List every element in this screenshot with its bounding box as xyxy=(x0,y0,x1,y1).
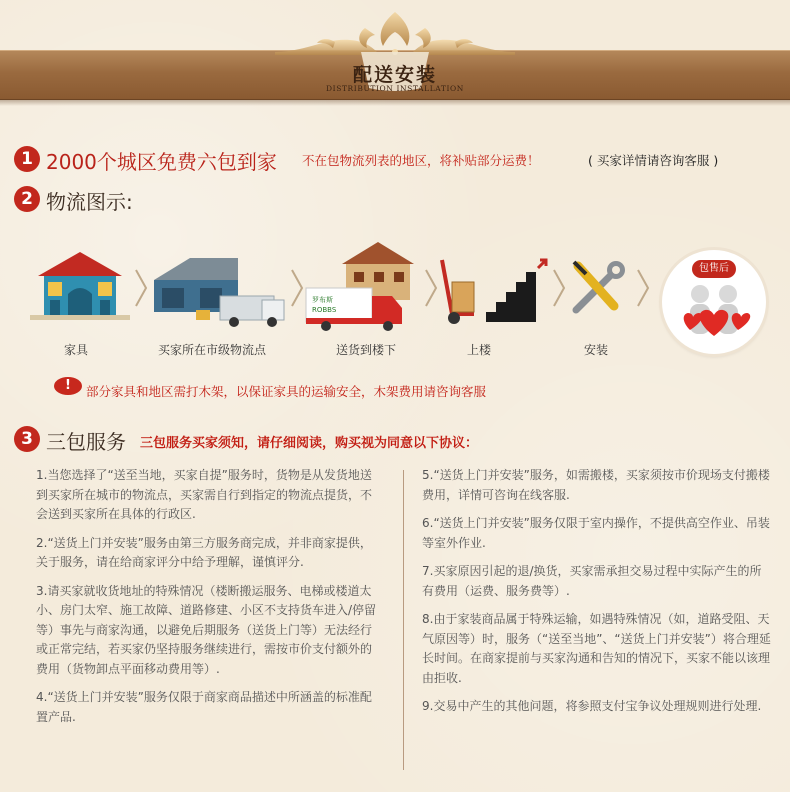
section2-number: 2 xyxy=(14,186,40,212)
terms-right-column xyxy=(422,466,772,726)
term-item: 9.交易中产生的其他问题，将参照支付宝争议处理规则进行处理. xyxy=(422,699,762,713)
page-title: 配送安装 xyxy=(352,64,437,86)
section1-note: 不在包物流列表的地区，将补贴部分运费！ xyxy=(302,153,540,168)
term-item: 7.买家原因引起的退/换货，买家需承担交易过程中实际产生的所有费用（运费、服务费等）. xyxy=(422,564,762,598)
terms-left-column xyxy=(36,466,380,736)
chevron-right-icon xyxy=(134,268,148,308)
delivery-van-house-icon xyxy=(302,238,422,332)
after-sales-label: 包售后 xyxy=(692,260,736,278)
van-brand-cn: 罗布斯 xyxy=(312,296,333,304)
section3-title: 三包服务 xyxy=(46,430,126,454)
term-item: 1.当您选择了“送至当地，买家自提”服务时，货物是从发货地送到买家所在城市的物流点，买家需自行到指定的物流点提货，不会送到买家所在具体的行政区. xyxy=(36,468,373,521)
flow-step-label: 送货到楼下 xyxy=(336,343,397,357)
chevron-right-icon xyxy=(636,268,650,308)
section1-title: 2000个城区免费六包到家 xyxy=(46,150,277,174)
term-item: 2.“送货上门并安装”服务由第三方服务商完成，并非商家提供，关于服务，请在给商家评分中给予理解，谨慎评分. xyxy=(36,535,372,569)
after-sales-icon xyxy=(676,280,752,344)
term-item: 5.“送货上门并安装”服务，如需搬楼，买家须按市价现场支付搬楼费用，详情可咨询在线客服. xyxy=(422,468,770,502)
flow-step-label: 安装 xyxy=(584,343,609,357)
warning-text: 部分家具和地区需打木架，以保证家具的运输安全，木架费用请咨询客服 xyxy=(86,384,487,399)
term-item: 4.“送货上门并安装”服务仅限于商家商品描述中所涵盖的标准配置产品. xyxy=(36,690,372,724)
section2-title: 物流图示: xyxy=(46,190,133,214)
after-sales-badge xyxy=(662,250,766,354)
term-item: 8.由于家装商品属于特殊运输，如遇特殊情况（如，道路受阻、天气原因等）时，服务（“送至当地”、“送货上门并安装”）将合理延长时间。在商家提前与买家沟通和告知的情况下，买家不能以该理由拒收. xyxy=(422,612,771,685)
tools-icon xyxy=(566,256,630,320)
page-subtitle: DISTRIBUTION INSTALLATION xyxy=(326,84,464,93)
section1-number: 1 xyxy=(14,146,40,172)
flow-step-label: 买家所在市级物流点 xyxy=(158,343,267,357)
hand-truck-stairs-icon xyxy=(434,256,550,326)
section1-consult-note: ( 买家详情请咨询客服 ) xyxy=(588,153,719,168)
flow-step-label: 家具 xyxy=(64,343,89,357)
warning-icon: ! xyxy=(54,377,82,395)
term-item: 3.请买家就收货地址的特殊情况（楼断搬运服务、电梯或楼道太小、房门太窄、施工故障、道路修建、小区不支持货车进入/停留等）事先与商家沟通，以避免后期服务（送货上门等）无法经行或正常完结，若买家仍坚持服务继续进行，需按市价支付额外的费用（货物卸点平面移动费用等）. xyxy=(36,583,377,676)
section3-note: 三包服务买家须知，请仔细阅读，购买视为同意以下协议： xyxy=(140,436,479,451)
section3-number: 3 xyxy=(14,426,40,452)
chevron-right-icon xyxy=(552,268,566,308)
term-item: 6.“送货上门并安装”服务仅限于室内操作，不提供高空作业、吊装等室外作业. xyxy=(422,516,770,550)
flow-step-label: 上楼 xyxy=(467,343,492,357)
column-divider xyxy=(403,470,404,770)
van-brand-en: ROBBS xyxy=(312,306,337,314)
furniture-factory-icon xyxy=(30,248,130,320)
banner-shadow xyxy=(0,100,790,106)
warehouse-truck-icon xyxy=(150,250,290,330)
